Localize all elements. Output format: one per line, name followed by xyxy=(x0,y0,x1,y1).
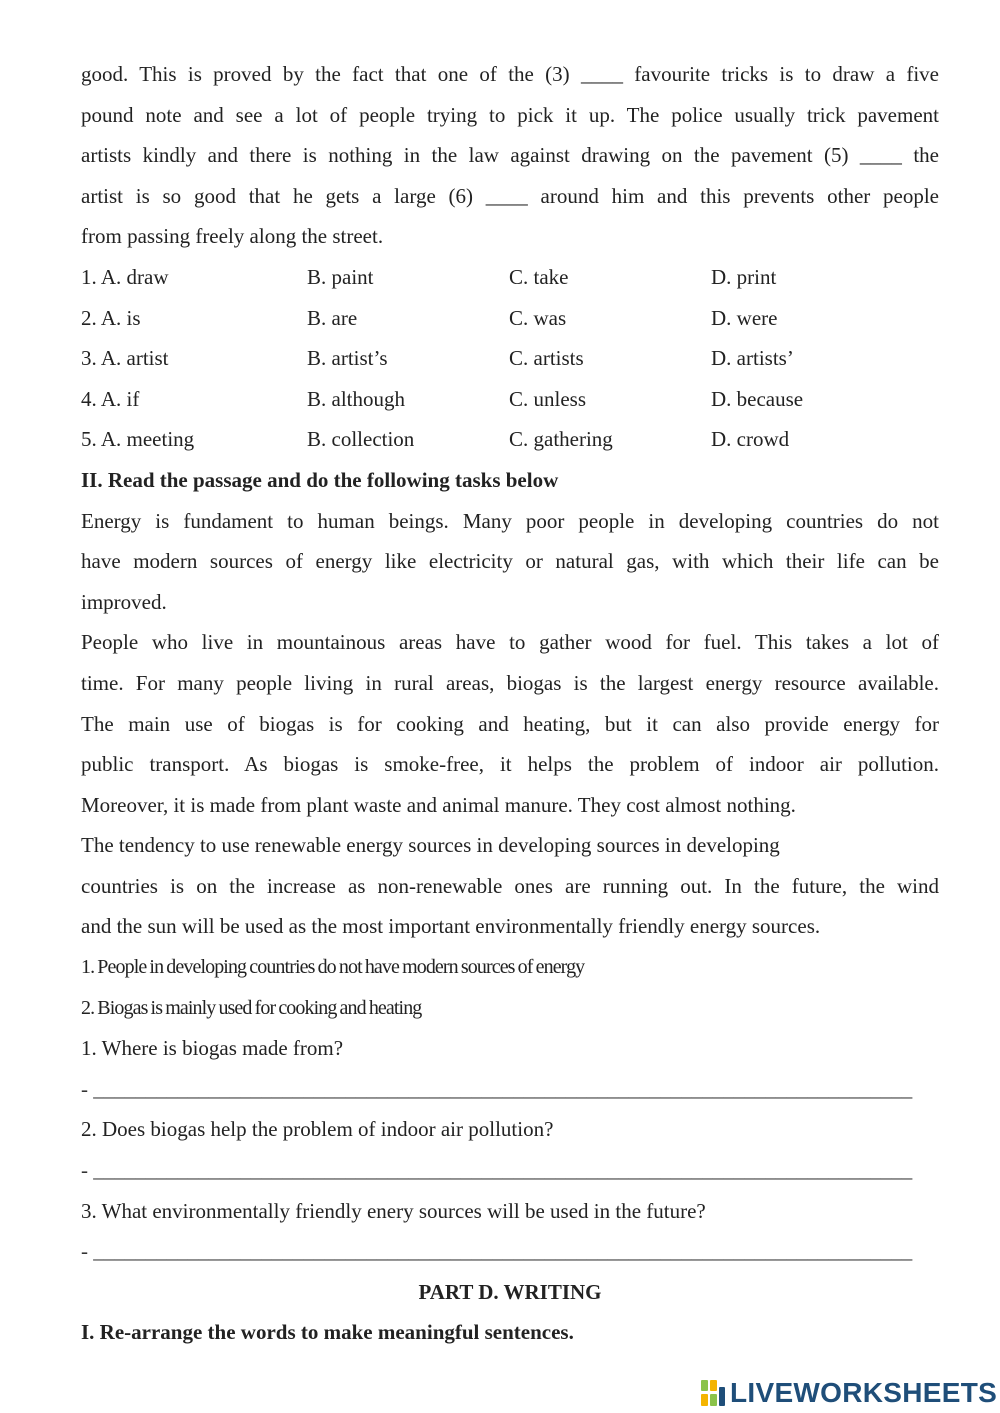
choice-row-5 xyxy=(81,419,939,460)
paragraph-line: Energy is fundament to human beings. Many poor people in developing countries do not xyxy=(81,508,939,533)
option-c[interactable]: C. gathering xyxy=(509,427,613,452)
paragraph-line: Moreover, it is made from plant waste and animal manure. They cost almost nothing. xyxy=(81,792,796,817)
section-heading: II. Read the passage and do the following tasks below xyxy=(81,467,559,492)
paragraph-line: public transport. As biogas is smoke-free, it helps the problem of indoor air pollution. xyxy=(81,752,939,777)
option-c[interactable]: C. unless xyxy=(509,386,587,411)
worksheet-page xyxy=(81,54,939,1353)
option-c[interactable]: C. was xyxy=(509,305,567,330)
paragraph-line: time. For many people living in rural areas, biogas is the largest energy resource available. xyxy=(81,670,939,695)
paragraph-line: The main use of biogas is for cooking and heating, but it can also provide energy for xyxy=(81,711,939,736)
question-2: 2. Does biogas help the problem of indoor air pollution? xyxy=(81,1117,554,1142)
answer-line-3[interactable]: - ______________________________________________________________________________ xyxy=(81,1239,913,1264)
answer-line-2[interactable]: - ______________________________________________________________________________ xyxy=(81,1158,913,1183)
option-b[interactable]: B. although xyxy=(307,386,405,411)
option-d[interactable]: D. were xyxy=(711,305,778,330)
paragraph-line: have modern sources of energy like electricity or natural gas, with which their life can be xyxy=(81,549,939,574)
liveworksheets-logo-icon xyxy=(700,1378,726,1408)
option-a[interactable]: 1. A. draw xyxy=(81,264,169,289)
passage-line: pound note and see a lot of people trying to pick it up. The police usually trick pavement xyxy=(81,102,939,127)
question-1: 1. Where is biogas made from? xyxy=(81,1036,344,1061)
option-c[interactable]: C. artists xyxy=(509,346,584,371)
paragraph-line: The tendency to use renewable energy sources in developing sources in developing xyxy=(81,833,780,858)
option-d[interactable]: D. print xyxy=(711,264,777,289)
option-d[interactable]: D. crowd xyxy=(711,427,790,452)
passage-line: artists kindly and there is nothing in the law against drawing on the pavement (5) ____ the xyxy=(81,143,939,168)
liveworksheets-logo xyxy=(700,1375,997,1411)
option-a[interactable]: 5. A. meeting xyxy=(81,427,195,452)
option-a[interactable]: 2. A. is xyxy=(81,305,141,330)
choice-row-4 xyxy=(81,379,939,420)
paragraph-line: countries is on the increase as non-renewable ones are running out. In the future, the wind xyxy=(81,873,939,898)
part-d-subheading: I. Re-arrange the words to make meaningful sentences. xyxy=(81,1320,574,1345)
option-d[interactable]: D. artists’ xyxy=(711,346,794,371)
option-c[interactable]: C. take xyxy=(509,264,569,289)
passage-line: artist is so good that he gets a large (6) ____ around him and this prevents other people xyxy=(81,183,939,208)
choice-row-3 xyxy=(81,338,939,379)
paragraph-line: improved. xyxy=(81,589,167,614)
option-d[interactable]: D. because xyxy=(711,386,804,411)
choice-row-2 xyxy=(81,298,939,339)
statement-2: 2. Biogas is mainly used for cooking and heating xyxy=(81,996,422,1019)
option-a[interactable]: 3. A. artist xyxy=(81,346,169,371)
logo-text: LIVEWORKSHEETS xyxy=(730,1377,998,1408)
option-b[interactable]: B. are xyxy=(307,305,358,330)
option-b[interactable]: B. paint xyxy=(307,264,374,289)
choice-row-1 xyxy=(81,257,939,298)
question-3: 3. What environmentally friendly enery sources will be used in the future? xyxy=(81,1198,706,1223)
paragraph-line: and the sun will be used as the most important environmentally friendly energy sources. xyxy=(81,914,821,939)
part-d-title: PART D. WRITING xyxy=(418,1279,602,1304)
answer-line-1[interactable]: - ______________________________________________________________________________ xyxy=(81,1076,913,1101)
passage-line: from passing freely along the street. xyxy=(81,224,384,249)
paragraph-line: People who live in mountainous areas have to gather wood for fuel. This takes a lot of xyxy=(81,630,939,655)
option-b[interactable]: B. collection xyxy=(307,427,415,452)
passage-line: good. This is proved by the fact that one of the (3) ____ favourite tricks is to draw a five xyxy=(81,62,939,86)
statement-1: 1. People in developing countries do not have modern sources of energy xyxy=(81,956,585,979)
option-b[interactable]: B. artist’s xyxy=(307,346,388,371)
option-a[interactable]: 4. A. if xyxy=(81,386,140,411)
